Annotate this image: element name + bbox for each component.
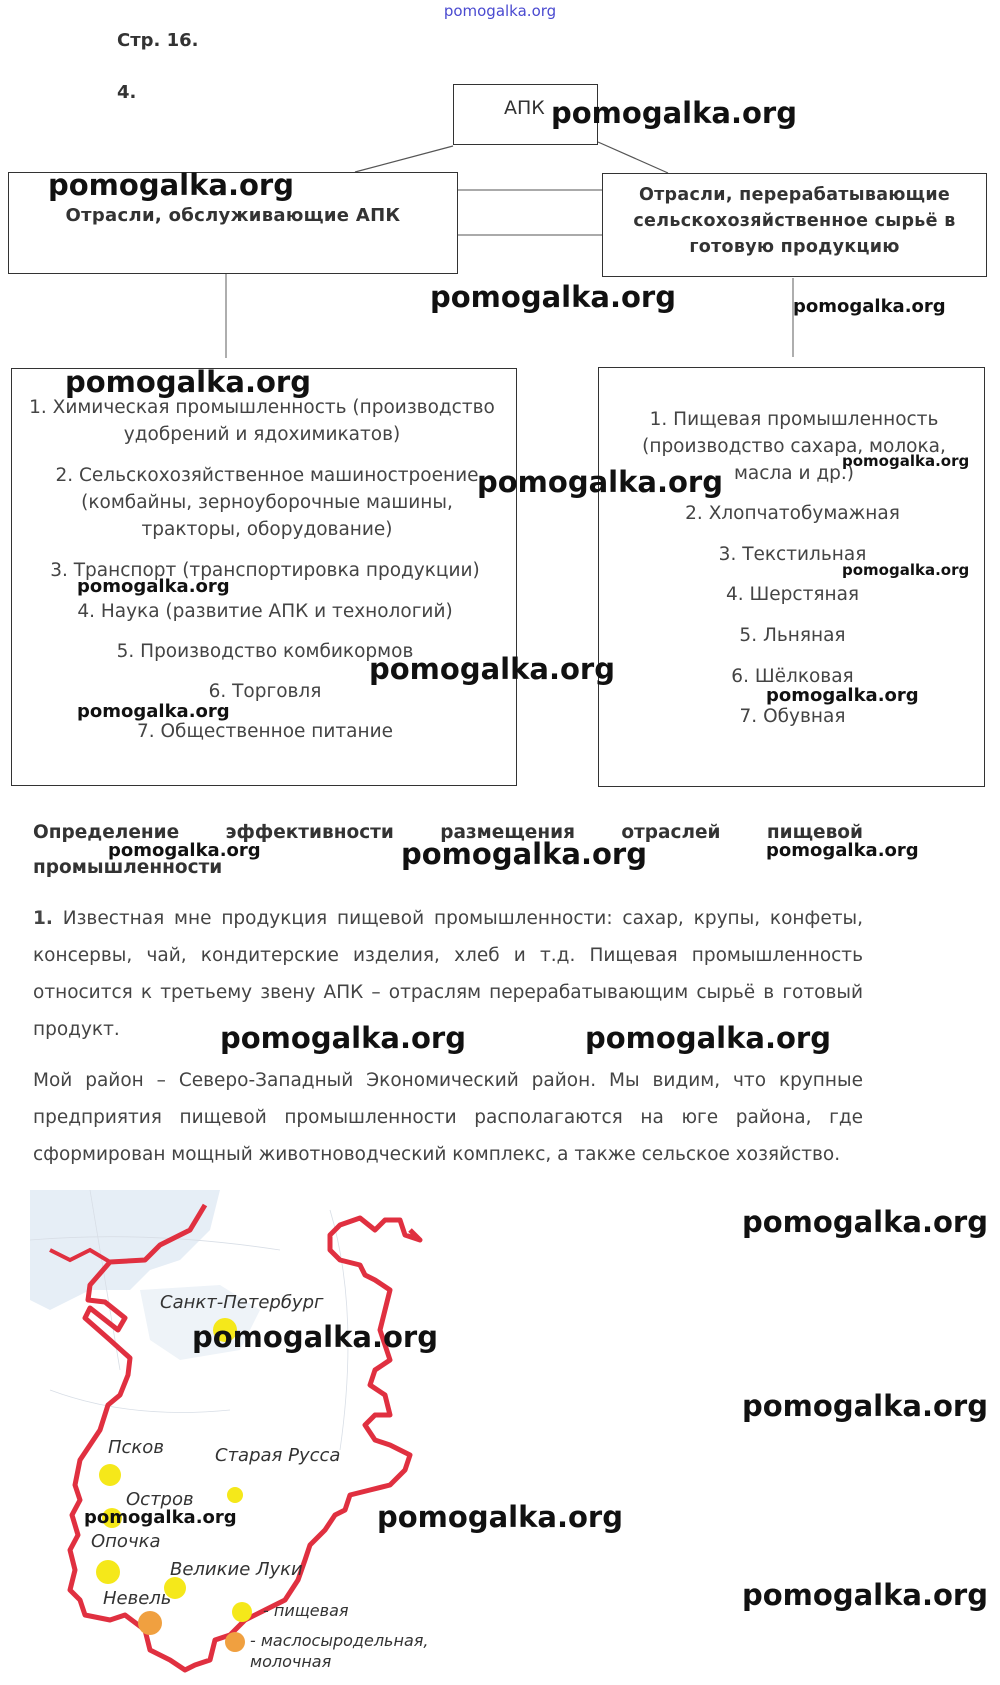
right-item-2: 2. Хлопчатобумажная (685, 503, 900, 524)
left-item-6: 6. Торговля (208, 681, 322, 702)
watermark: pomogalka.org (766, 840, 919, 861)
left-item-5: 5. Производство комбикормов (116, 641, 414, 662)
watermark: pomogalka.org (793, 296, 946, 317)
watermark: pomogalka.org (742, 1205, 988, 1239)
map-label-nevel: Невель (103, 1588, 172, 1609)
watermark: pomogalka.org (742, 1578, 988, 1612)
watermark: pomogalka.org (401, 837, 647, 871)
map-label-staraya-russa: Старая Русса (215, 1445, 341, 1466)
paragraph-2: Мой район – Северо-Западный Экономический район. Мы видим, что крупные предприятия пищевой промышленности располагаются на юге района, где сформирован мощный животноводческий комплекс, а также сельское хозяйство. (33, 1070, 863, 1165)
legend-label-dairy: - маслосыродельная, молочная (250, 1631, 429, 1671)
left-item-1: 1. Химическая промышленность (производство удобрений и ядохимикатов) (29, 397, 495, 445)
diagram-right-top-label: Отрасли, перерабатывающие сельскохозяйственное сырьё в готовую продукцию (633, 185, 956, 257)
watermark: pomogalka.org (551, 96, 797, 130)
left-item-7: 7. Общественное питание (136, 721, 394, 742)
page-heading: Стр. 16. (117, 30, 199, 51)
city-dot-opochka (96, 1560, 120, 1584)
right-item-6: 6. Шёлковая (731, 666, 854, 687)
map-label-velikie-luki: Великие Луки (170, 1559, 303, 1580)
watermark: pomogalka.org (77, 701, 230, 722)
right-item-7: 7. Обувная (739, 706, 846, 727)
city-dot-staraya-russa (227, 1487, 243, 1503)
right-item-3: 3. Текстильная (718, 544, 867, 565)
section-title-word: эффективности (225, 822, 394, 843)
site-label-top: pomogalka.org (443, 2, 557, 20)
map-label-ostrov: Остров (126, 1489, 194, 1510)
map-label-pskov: Псков (108, 1437, 164, 1458)
diagram-root-label: АПК (504, 97, 545, 119)
watermark: pomogalka.org (84, 1507, 237, 1528)
legend-dot-dairy (225, 1632, 245, 1652)
diagram-left-top-label: Отрасли, обслуживающие АПК (65, 205, 401, 226)
watermark: pomogalka.org (77, 576, 230, 597)
city-dot-pskov (99, 1464, 121, 1486)
right-item-4: 4. Шерстяная (725, 584, 860, 605)
section-title-word: размещения (440, 822, 575, 843)
map-label-spb: Санкт-Петербург (160, 1292, 324, 1313)
watermark: pomogalka.org (65, 365, 311, 399)
watermark: pomogalka.org (430, 280, 676, 314)
watermark: pomogalka.org (842, 452, 970, 470)
left-item-2: 2. Сельскохозяйственное машиностроение (комбайны, зерноуборочные машины, тракторы, оборудование) (55, 465, 479, 540)
watermark: pomogalka.org (377, 1500, 623, 1534)
section-title-line2: промышленности (33, 857, 223, 878)
paragraph-1-number: 1. (33, 908, 53, 929)
watermark: pomogalka.org (220, 1021, 466, 1055)
watermark: pomogalka.org (192, 1320, 438, 1354)
section-title-word: пищевой (766, 822, 863, 843)
section-title-word: отраслей (621, 822, 721, 843)
watermark: pomogalka.org (369, 652, 615, 686)
watermark: pomogalka.org (48, 168, 294, 202)
watermark: pomogalka.org (477, 465, 723, 499)
diagram-right-top-box (602, 173, 987, 277)
right-item-5: 5. Льняная (739, 625, 846, 646)
watermark: pomogalka.org (585, 1021, 831, 1055)
watermark: pomogalka.org (766, 685, 919, 706)
watermark: pomogalka.org (742, 1389, 988, 1423)
city-dot-nevel (138, 1611, 162, 1635)
legend-dot-food (232, 1602, 252, 1622)
left-item-3: 3. Транспорт (транспортировка продукции) (50, 560, 480, 581)
watermark: pomogalka.org (108, 840, 261, 861)
watermark: pomogalka.org (842, 561, 970, 579)
left-item-4: 4. Наука (развитие АПК и технологий) (77, 601, 453, 622)
paragraph-1-text: Известная мне продукция пищевой промышленности: сахар, крупы, конфеты, консервы, чай, кондитерские изделия, хлеб и т.д. Пищевая промышленность относится к третьему звену АПК – отраслям перерабатывающим сырьё в готовый продукт. (33, 908, 863, 1040)
right-item-1: 1. Пищевая промышленность (производство сахара, молока, масла и др.) (642, 409, 946, 484)
legend-label-food: - пищевая (263, 1601, 349, 1620)
map-label-opochka: Опочка (91, 1531, 161, 1552)
task-number: 4. (117, 82, 137, 103)
section-title-word: Определение (33, 822, 180, 843)
